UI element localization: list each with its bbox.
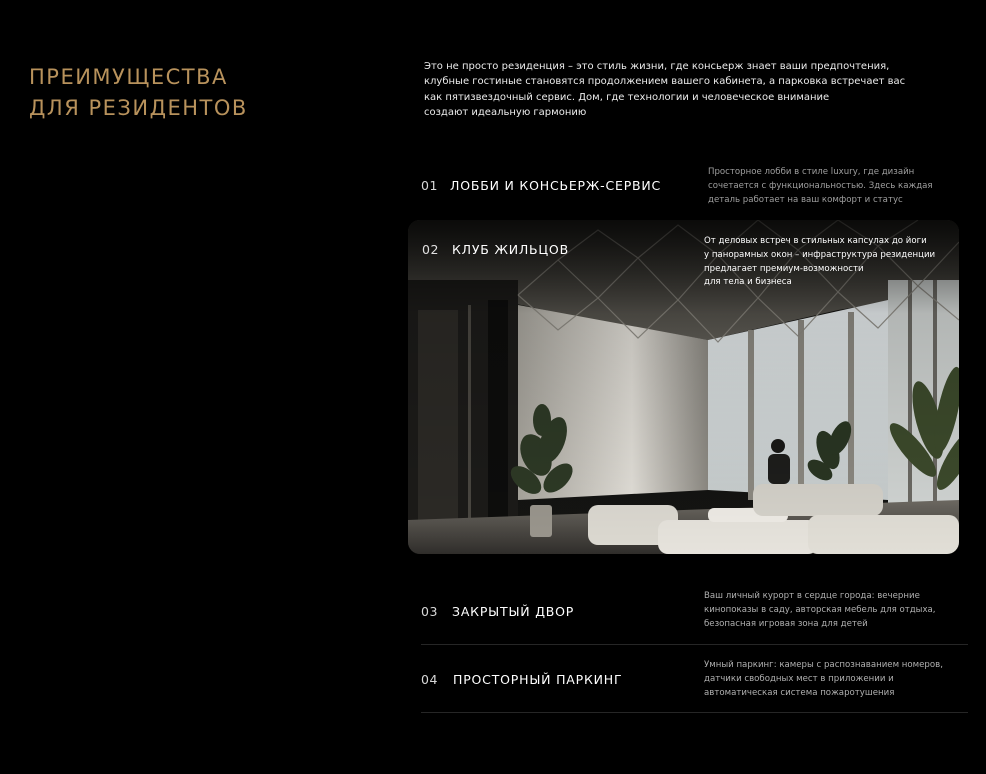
feature-title: КЛУБ ЖИЛЬЦОВ <box>452 242 569 257</box>
intro-line: Это не просто резиденция – это стиль жизни, где консьерж знает ваши предпочтения, <box>424 61 890 72</box>
feature-description <box>704 590 936 631</box>
feature-description <box>704 235 935 290</box>
page-title <box>29 62 248 124</box>
intro-text <box>424 59 924 121</box>
feature-title: ЛОББИ И КОНСЬЕРЖ-СЕРВИС <box>450 178 662 193</box>
feature-description-line: Просторное лобби в стиле luxury, где дизайн <box>708 167 915 177</box>
intro-line: создают идеальную гармонию <box>424 107 587 119</box>
feature-description-line: деталь работает на ваш комфорт и статус <box>708 194 903 205</box>
feature-number: 04 <box>421 672 438 687</box>
feature-description-line: Ваш личный курорт в сердце города: вечерние <box>704 591 920 601</box>
feature-item-residents-club[interactable] <box>408 220 959 554</box>
feature-number: 02 <box>422 242 439 257</box>
feature-title: ПРОСТОРНЫЙ ПАРКИНГ <box>453 672 623 687</box>
feature-item-courtyard[interactable] <box>421 586 968 645</box>
feature-description-line: предлагает премиум-возможности <box>704 263 864 274</box>
feature-description-line: От деловых встреч в стильных капсулах до йоги <box>704 236 927 246</box>
page-title-line-1: ПРЕИМУЩЕСТВА <box>29 65 228 89</box>
intro-line: как пятизвездочный сервис. Дом, где технологии и человеческое внимание <box>424 91 830 103</box>
page-title-line-2: ДЛЯ РЕЗИДЕНТОВ <box>29 96 248 120</box>
feature-description-line: автоматическая система пожаротушения <box>704 687 895 698</box>
feature-description-line: для тела и бизнеса <box>704 277 792 288</box>
feature-item-parking[interactable] <box>421 655 968 713</box>
feature-description-line: у панорамных окон – инфраструктура резиденции <box>704 249 936 260</box>
feature-description-line: безопасная игровая зона для детей <box>704 618 868 629</box>
feature-description <box>704 659 943 700</box>
feature-number: 03 <box>421 604 438 619</box>
feature-number: 01 <box>421 178 438 193</box>
feature-description-line: датчики свободных мест в приложении и <box>704 673 894 684</box>
feature-description <box>708 166 933 207</box>
feature-description-line: сочетается с функциональностью. Здесь каждая <box>708 180 933 191</box>
feature-description-line: кинопоказы в саду, авторская мебель для отдыха, <box>704 604 936 615</box>
feature-title: ЗАКРЫТЫЙ ДВОР <box>452 604 575 619</box>
feature-description-line: Умный паркинг: камеры с распознаванием номеров, <box>704 660 943 670</box>
feature-item-lobby[interactable] <box>421 164 968 214</box>
intro-line: клубные гостиные становятся продолжением вашего кабинета, а парковка встречает вас <box>424 76 906 88</box>
